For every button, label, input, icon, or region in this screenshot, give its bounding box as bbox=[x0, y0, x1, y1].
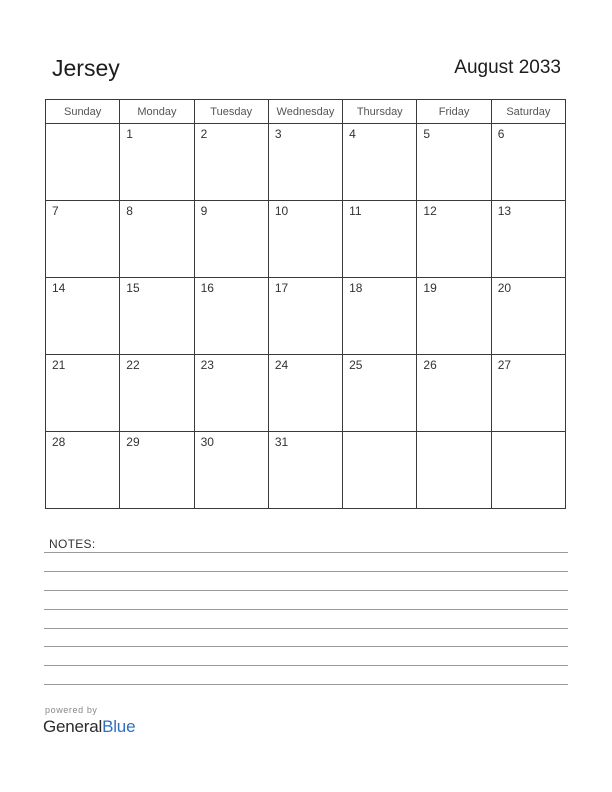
weekday-wednesday: Wednesday bbox=[268, 100, 342, 124]
day-number: 31 bbox=[274, 435, 289, 449]
weekday-friday: Friday bbox=[417, 100, 491, 124]
note-line bbox=[44, 571, 568, 572]
day-cell bbox=[120, 201, 194, 278]
day-number: 24 bbox=[274, 358, 289, 372]
note-line bbox=[44, 684, 568, 685]
weekday-thursday: Thursday bbox=[343, 100, 417, 124]
weekday-monday: Monday bbox=[120, 100, 194, 124]
day-cell bbox=[120, 278, 194, 355]
day-number bbox=[417, 432, 490, 435]
week-row bbox=[46, 432, 566, 509]
brand-general-text: General bbox=[43, 717, 103, 736]
week-row bbox=[46, 124, 566, 201]
region-title: Jersey bbox=[52, 55, 120, 81]
day-cell bbox=[491, 201, 565, 278]
day-number: 12 bbox=[423, 204, 437, 218]
day-number: 6 bbox=[497, 127, 505, 141]
weekday-saturday: Saturday bbox=[491, 100, 565, 124]
note-line bbox=[44, 552, 568, 553]
day-cell bbox=[417, 432, 491, 509]
day-number: 1 bbox=[126, 127, 133, 141]
day-cell bbox=[268, 355, 342, 432]
day-number: 19 bbox=[423, 281, 437, 295]
day-number: 25 bbox=[349, 358, 363, 372]
day-number: 21 bbox=[52, 358, 66, 372]
note-line bbox=[44, 609, 568, 610]
day-cell bbox=[120, 124, 194, 201]
day-number: 14 bbox=[52, 281, 66, 295]
day-number: 5 bbox=[423, 127, 431, 141]
day-number: 8 bbox=[126, 204, 133, 218]
day-cell bbox=[343, 201, 417, 278]
day-number: 18 bbox=[349, 281, 363, 295]
day-number: 13 bbox=[497, 204, 512, 218]
day-number: 29 bbox=[126, 435, 140, 449]
day-number: 9 bbox=[200, 204, 208, 218]
day-number: 4 bbox=[349, 127, 356, 141]
day-number: 17 bbox=[274, 281, 289, 295]
day-number: 2 bbox=[200, 127, 208, 141]
day-number: 20 bbox=[497, 281, 512, 295]
day-number: 10 bbox=[274, 204, 289, 218]
note-line bbox=[44, 646, 568, 647]
day-cell bbox=[343, 355, 417, 432]
day-cell bbox=[343, 432, 417, 509]
day-cell bbox=[417, 355, 491, 432]
calendar-body bbox=[46, 124, 566, 509]
day-cell bbox=[491, 124, 565, 201]
day-cell bbox=[120, 355, 194, 432]
day-number: 11 bbox=[349, 204, 362, 218]
day-cell bbox=[491, 432, 565, 509]
day-cell bbox=[491, 278, 565, 355]
day-number: 15 bbox=[126, 281, 140, 295]
month-title: August 2033 bbox=[454, 57, 561, 78]
day-number: 16 bbox=[200, 281, 214, 295]
day-number: 27 bbox=[497, 358, 512, 372]
powered-by-text: powered by bbox=[45, 705, 98, 715]
weekday-tuesday: Tuesday bbox=[194, 100, 268, 124]
day-number: 30 bbox=[200, 435, 214, 449]
day-cell bbox=[343, 124, 417, 201]
day-number: 26 bbox=[423, 358, 437, 372]
calendar-grid bbox=[45, 99, 566, 509]
day-cell bbox=[417, 278, 491, 355]
day-cell bbox=[417, 124, 491, 201]
day-cell bbox=[268, 278, 342, 355]
note-line bbox=[44, 665, 568, 666]
day-cell bbox=[194, 355, 268, 432]
weekday-header-row bbox=[46, 100, 566, 124]
note-line bbox=[44, 590, 568, 591]
day-cell bbox=[194, 124, 268, 201]
day-cell bbox=[268, 124, 342, 201]
day-cell bbox=[343, 278, 417, 355]
day-cell bbox=[46, 201, 120, 278]
day-number: 28 bbox=[52, 435, 66, 449]
day-number: 3 bbox=[274, 127, 282, 141]
day-cell bbox=[417, 201, 491, 278]
day-cell bbox=[46, 278, 120, 355]
week-row bbox=[46, 201, 566, 278]
day-cell bbox=[491, 355, 565, 432]
week-row bbox=[46, 278, 566, 355]
day-cell bbox=[46, 355, 120, 432]
day-number: 22 bbox=[126, 358, 140, 372]
generalblue-logo bbox=[43, 717, 135, 737]
weekday-sunday: Sunday bbox=[46, 100, 120, 124]
day-cell bbox=[268, 201, 342, 278]
day-cell bbox=[46, 124, 120, 201]
day-number bbox=[492, 432, 565, 435]
day-number bbox=[343, 432, 416, 435]
week-row bbox=[46, 355, 566, 432]
day-cell bbox=[46, 432, 120, 509]
day-cell bbox=[194, 201, 268, 278]
day-cell bbox=[268, 432, 342, 509]
notes-label: NOTES: bbox=[49, 537, 96, 551]
day-number: 7 bbox=[52, 204, 59, 218]
day-number: 23 bbox=[200, 358, 214, 372]
brand-blue-text: Blue bbox=[102, 717, 136, 736]
day-cell bbox=[120, 432, 194, 509]
note-line bbox=[44, 628, 568, 629]
day-cell bbox=[194, 432, 268, 509]
day-cell bbox=[194, 278, 268, 355]
day-number bbox=[46, 124, 119, 127]
